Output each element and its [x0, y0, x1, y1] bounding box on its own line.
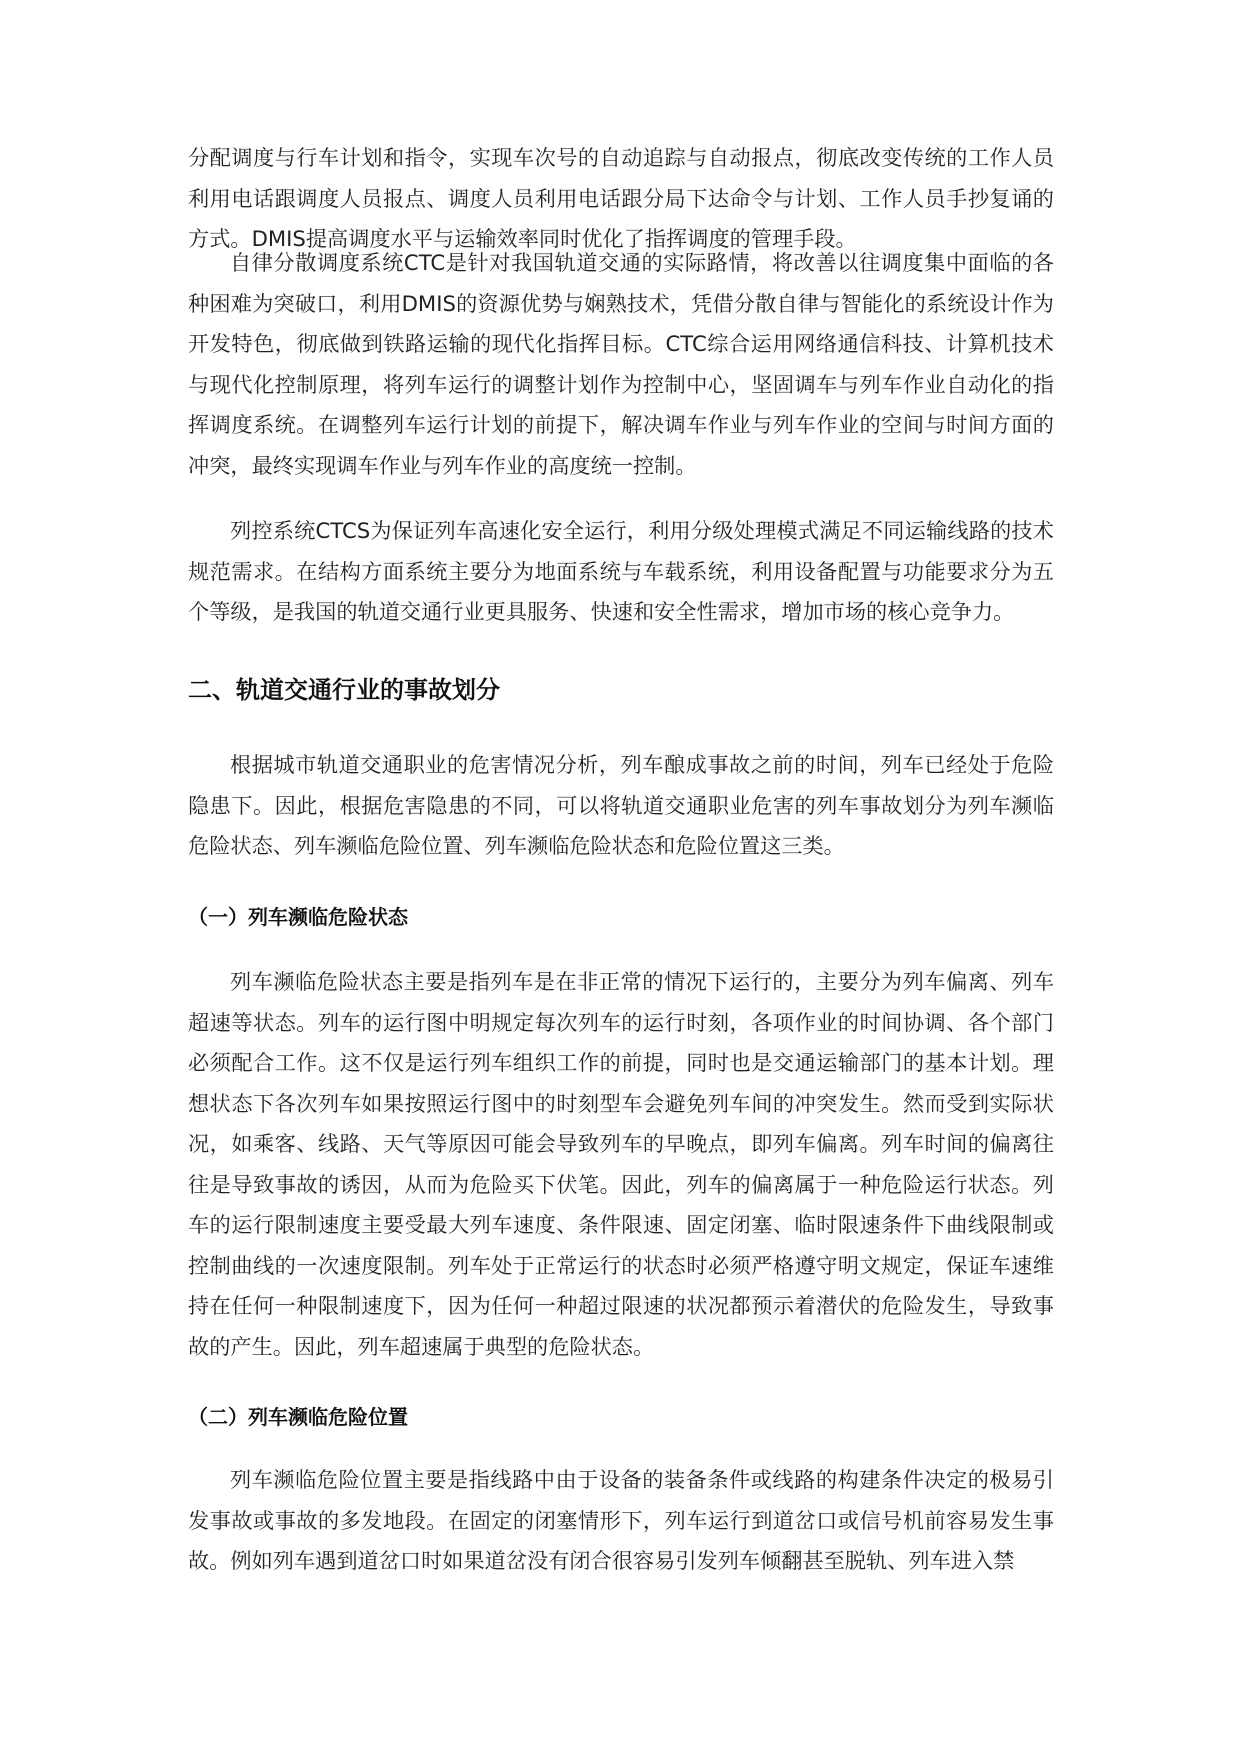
subsection-title: （二）列车濒临危险位置	[188, 1405, 408, 1429]
subsection-title: （一）列车濒临危险状态	[188, 905, 408, 929]
paragraph-ctcs	[188, 511, 1054, 633]
paragraph-text: 列车濒临危险状态主要是指列车是在非正常的情况下运行的，主要分为列车偏离、列车超速等状态。列车的运行图中明规定每次列车的运行时刻，各项作业的时间协调、各个部门必须配合工作。这不仅是运行列车组织工作的前提，同时也是交通运输部门的基本计划。理想状态下各次列车如果按照运行图中的时刻型车会避免列车间的冲突发生。然而受到实际状况，如乘客、线路、天气等原因可能会导致列车的早晚点，即列车偏离。列车时间的偏离往往是导致事故的诱因，从而为危险买下伏笔。因此，列车的偏离属于一种危险运行状态。列车的运行限制速度主要受最大列车速度、条件限速、固定闭塞、临时限速条件下曲线限制或控制曲线的一次速度限制。列车处于正常运行的状态时必须严格遵守明文规定，保证车速维持在任何一种限制速度下，因为任何一种超过限速的状况都预示着潜伏的危险发生，导致事故的产生。因此，列车超速属于典型的危险状态。	[188, 969, 1054, 1359]
paragraph-text: 根据城市轨道交通职业的危害情况分析，列车酿成事故之前的时间，列车已经处于危险隐患下。因此，根据危害隐患的不同，可以将轨道交通职业危害的列车事故划分为列车濒临危险状态、列车濒临危险位置、列车濒临危险状态和危险位置这三类。	[188, 752, 1054, 858]
paragraph-text: 分配调度与行车计划和指令，实现车次号的自动追踪与自动报点，彻底改变传统的工作人员利用电话跟调度人员报点、调度人员利用电话跟分局下达命令与计划、工作人员手抄复诵的方式。DMIS提高调度水平与运输效率同时优化了指挥调度的管理手段。	[188, 145, 1054, 251]
paragraph-accident-classification	[188, 745, 1054, 867]
paragraph-danger-position	[188, 1460, 1054, 1582]
paragraph-danger-state	[188, 962, 1054, 1367]
paragraph-text: 列控系统CTCS为保证列车高速化安全运行，利用分级处理模式满足不同运输线路的技术规范需求。在结构方面系统主要分为地面系统与车载系统，利用设备配置与功能要求分为五个等级，是我国的轨道交通行业更具服务、快速和安全性需求，增加市场的核心竞争力。	[188, 518, 1054, 624]
subsection-heading-2	[188, 1402, 1054, 1432]
paragraph-ctc	[188, 243, 1054, 486]
paragraph-dmis-continued	[188, 138, 1054, 260]
paragraph-text: 列车濒临危险位置主要是指线路中由于设备的装备条件或线路的构建条件决定的极易引发事故或事故的多发地段。在固定的闭塞情形下，列车运行到道岔口或信号机前容易发生事故。例如列车遇到道岔口时如果道岔没有闭合很容易引发列车倾翻甚至脱轨、列车进入禁	[188, 1467, 1054, 1573]
paragraph-text: 自律分散调度系统CTC是针对我国轨道交通的实际路情，将改善以往调度集中面临的各种困难为突破口，利用DMIS的资源优势与娴熟技术，凭借分散自律与智能化的系统设计作为开发特色，彻底做到铁路运输的现代化指挥目标。CTC综合运用网络通信科技、计算机技术与现代化控制原理，将列车运行的调整计划作为控制中心，坚固调车与列车作业自动化的指挥调度系统。在调整列车运行计划的前提下，解决调车作业与列车作业的空间与时间方面的冲突，最终实现调车作业与列车作业的高度统一控制。	[188, 250, 1054, 478]
subsection-heading-1	[188, 902, 1054, 932]
section-title: 二、轨道交通行业的事故划分	[188, 676, 500, 704]
section-heading-2	[188, 674, 1054, 706]
